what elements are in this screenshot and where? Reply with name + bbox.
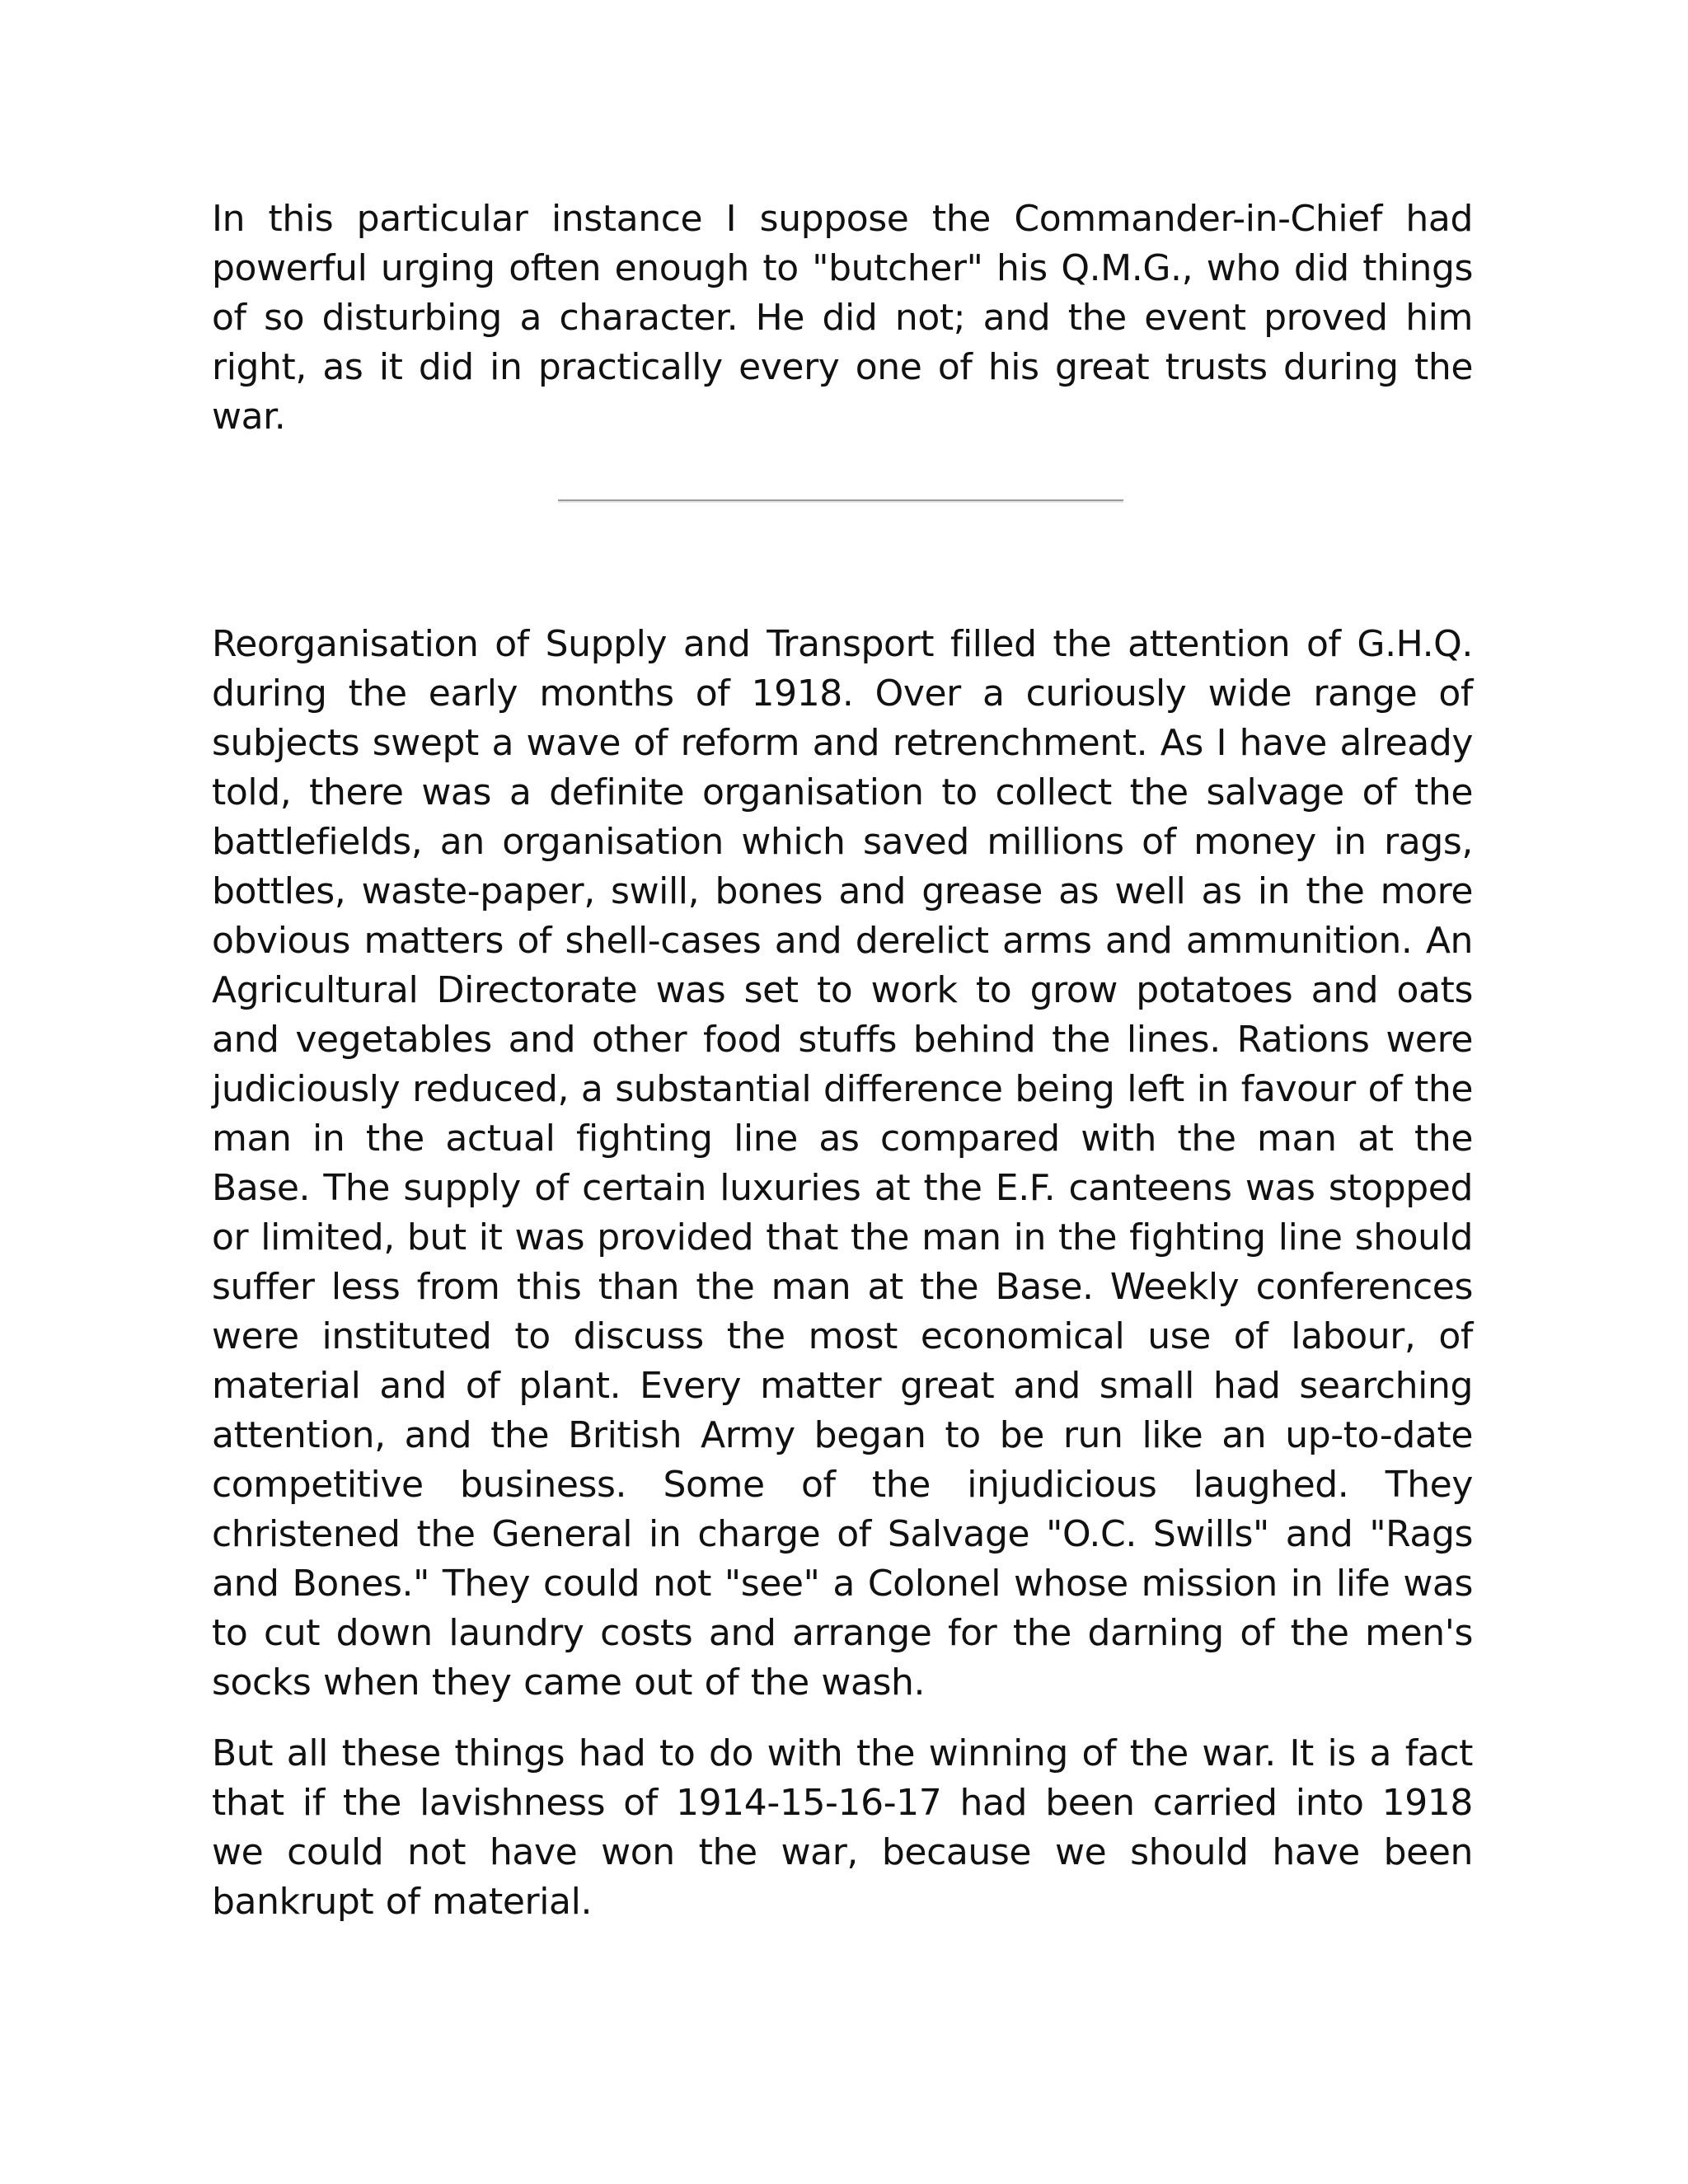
section-divider bbox=[212, 442, 1473, 620]
paragraph-butcher-qmg: In this particular instance I suppose the Commander-in-Chief had powerful urging often enough to "butcher" his Q.M.G., who did things of so disturbing a character. He did not; and the event proved him right, as it did in practically every one of his great trusts during the war. bbox=[212, 198, 1473, 438]
paragraph-winning-war: But all these things had to do with the winning of the war. It is a fact that if the lavishness of 1914-15-16-17 had been carried into 1918 we could not have won the war, because we should have been bankrupt of material. bbox=[212, 1732, 1473, 1923]
horizontal-rule bbox=[558, 499, 1123, 503]
paragraph-reorganisation: Reorganisation of Supply and Transport filled the attention of G.H.Q. during the early months of 1918. Over a curiously wide range of subjects swept a wave of reform and retrenchment. As I have already told, there was a definite organisation to collect the salvage of the battlefields, an organisation which saved millions of money in rags, bottles, waste-paper, swill, bones and grease as well as in the more obvious matters of shell-cases and derelict arms and ammunition. An Agricultural Directorate was set to work to grow potatoes and oats and vegetables and other food stuffs behind the lines. Rations were judiciously reduced, a substantial difference being left in favour of the man in the actual fighting line as compared with the man at the Base. The supply of certain luxuries at the E.F. canteens was stopped or limited, but it was provided that the man in the fighting line should suffer less from this than the man at the Base. Weekly conferences were instituted to discuss the most economical use of labour, of material and of plant. Every matter great and small had searching attention, and the British Army began to be run like an up-to-date competitive business. Some of the injudicious laughed. They christened the General in charge of Salvage "O.C. Swills" and "Rags and Bones." They could not "see" a Colonel whose mission in life was to cut down laundry costs and arrange for the darning of the men's socks when they came out of the wash. bbox=[212, 623, 1473, 1704]
document-page bbox=[212, 194, 1473, 1927]
